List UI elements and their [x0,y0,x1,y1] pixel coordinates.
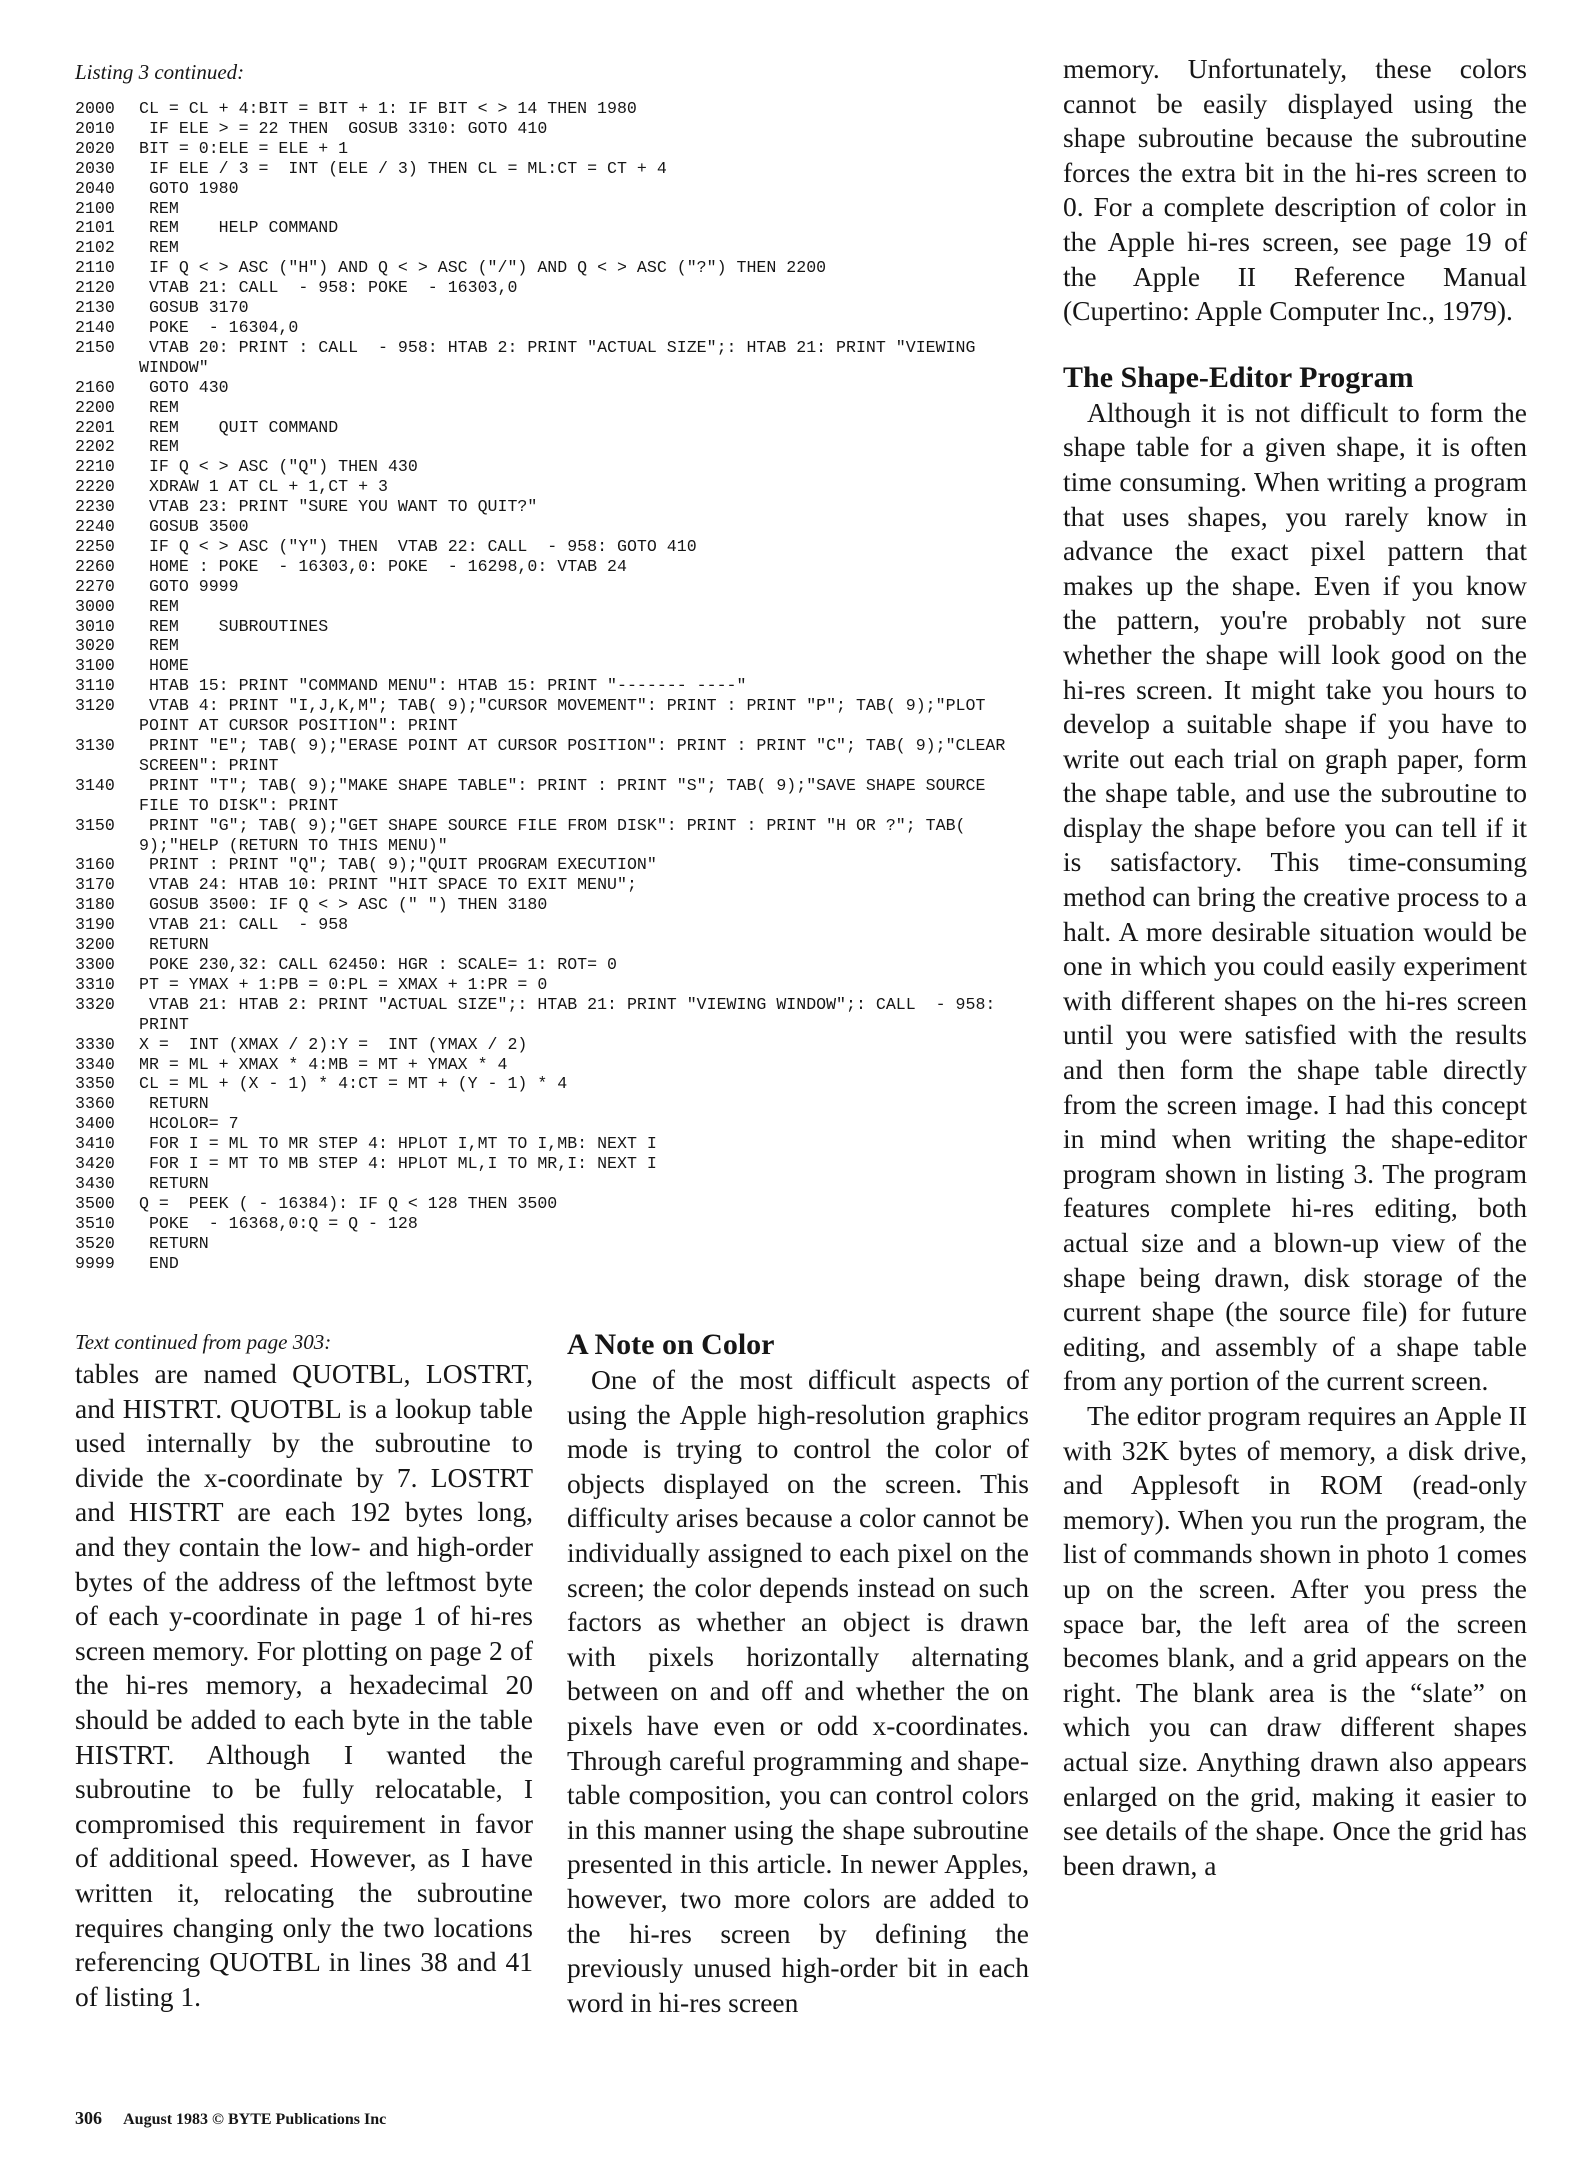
line-number: 2201 [75,417,115,437]
code-line [75,298,1035,318]
line-code: VTAB 24: HTAB 10: PRINT "HIT SPACE TO EXIT MENU"; [139,875,637,895]
line-code: RETURN [139,1173,209,1193]
line-number: 3140 [75,775,115,795]
line-number: 3160 [75,855,115,875]
code-line [75,477,1035,497]
line-code: CL = ML + (X - 1) * 4:CT = MT + (Y - 1) * 4 [139,1074,568,1094]
code-line [75,99,1035,119]
line-code: PRINT "T"; TAB( 9);"MAKE SHAPE TABLE": PRINT : PRINT "S"; TAB( 9);"SAVE SHAPE SOURCE FILE TO DISK": PRINT [139,775,996,815]
line-code: REM [139,636,179,656]
code-line [75,696,1035,736]
line-number: 3340 [75,1054,115,1074]
code-line [75,378,1035,398]
code-line [75,915,1035,935]
code-line [75,1194,1035,1214]
line-code: PT = YMAX + 1:PB = 0:PL = XMAX + 1:PR = 0 [139,974,548,994]
line-code: X = INT (XMAX / 2):Y = INT (YMAX / 2) [139,1034,528,1054]
line-code: VTAB 20: PRINT : CALL - 958: HTAB 2: PRINT "ACTUAL SIZE";: HTAB 21: PRINT "VIEWING WINDOW" [139,337,986,377]
line-code: RETURN [139,1233,209,1253]
code-line [75,895,1035,915]
line-code: GOTO 9999 [139,576,239,596]
code-line [75,398,1035,418]
shape-editor-heading: The Shape-Editor Program [1063,360,1414,394]
code-line [75,1094,1035,1114]
line-number: 2101 [75,218,115,238]
code-line [75,975,1035,995]
line-code: FOR I = ML TO MR STEP 4: HPLOT I,MT TO I,MB: NEXT I [139,1134,657,1154]
line-number: 3360 [75,1094,115,1114]
line-number: 2250 [75,536,115,556]
line-number: 2230 [75,497,115,517]
line-number: 2020 [75,138,115,158]
code-line [75,636,1035,656]
line-code: REM [139,437,179,457]
code-line [75,119,1035,139]
line-number: 3110 [75,676,115,696]
line-code: HOME : POKE - 16303,0: POKE - 16298,0: VTAB 24 [139,556,627,576]
code-line [75,617,1035,637]
listing-title: Listing 3 continued: [75,60,245,84]
code-line [75,159,1035,179]
code-line [75,995,1035,1035]
code-line [75,1134,1035,1154]
line-number: 3180 [75,895,115,915]
line-number: 3130 [75,736,115,755]
line-code: PRINT "G"; TAB( 9);"GET SHAPE SOURCE FILE FROM DISK": PRINT : PRINT "H OR ?"; TAB( 9);"HELP (RETURN TO THIS MENU)" [139,815,976,855]
line-number: 2100 [75,198,115,218]
code-line [75,1254,1035,1274]
line-number: 3120 [75,696,115,716]
code-line [75,318,1035,338]
line-number: 2130 [75,298,115,318]
line-code: REM [139,198,179,218]
line-number: 3400 [75,1114,115,1134]
line-number: 3170 [75,875,115,895]
code-listing [75,99,1035,1273]
line-number: 3190 [75,915,115,935]
line-code: REM [139,238,179,258]
code-line [75,577,1035,597]
line-number: 2160 [75,377,115,397]
line-code: GOSUB 3170 [139,298,249,318]
line-code: HTAB 15: PRINT "COMMAND MENU": HTAB 15: PRINT "------- ----" [139,676,747,696]
line-code: GOTO 430 [139,377,229,397]
line-code: GOTO 1980 [139,178,239,198]
code-line [75,656,1035,676]
line-code: VTAB 4: PRINT "I,J,K,M"; TAB( 9);"CURSOR MOVEMENT": PRINT : PRINT "P"; TAB( 9);"PLOT POINT AT CURSOR POSITION": PRINT [139,696,996,736]
code-line [75,875,1035,895]
code-line [75,517,1035,537]
line-number: 3430 [75,1173,115,1193]
line-code: GOSUB 3500: IF Q < > ASC (" ") THEN 3180 [139,895,548,915]
right-paragraph-1: memory. Unfortunately, these colors cannot be easily displayed using the shape subroutine because the subroutine forces the extra bit in the hi-res screen to 0. For a complete description of color in the Apple hi-res screen, see page 19 of the Apple II Reference Manual (Cupertino: Apple Computer Inc., 1979). [1063,53,1527,327]
code-line [75,258,1035,278]
code-line [75,955,1035,975]
code-line [75,497,1035,517]
line-number: 3420 [75,1154,115,1174]
line-number: 2030 [75,158,115,178]
line-code: VTAB 23: PRINT "SURE YOU WANT TO QUIT?" [139,497,538,517]
code-line [75,776,1035,816]
line-code: RETURN [139,935,209,955]
line-number: 2150 [75,337,115,357]
code-line [75,935,1035,955]
line-code: IF Q < > ASC ("Q") THEN 430 [139,457,418,477]
line-number: 3010 [75,616,115,636]
line-code: FOR I = MT TO MB STEP 4: HPLOT ML,I TO MR,I: NEXT I [139,1154,657,1174]
line-code: XDRAW 1 AT CL + 1,CT + 3 [139,477,388,497]
line-number: 2110 [75,258,115,278]
line-code: PRINT "E"; TAB( 9);"ERASE POINT AT CURSOR POSITION": PRINT : PRINT "C"; TAB( 9);"CLEAR SCREEN": PRINT [139,736,1016,775]
line-number: 3200 [75,935,115,955]
code-line [75,179,1035,199]
line-code: POKE - 16304,0 [139,317,299,337]
line-number: 2010 [75,118,115,138]
code-line [75,1154,1035,1174]
line-number: 2270 [75,576,115,596]
line-code: HOME [139,656,189,676]
line-number: 3510 [75,1213,115,1233]
middle-paragraph: One of the most difficult aspects of using the Apple high-resolution graphics mode is trying to control the color of objects displayed on the screen. This difficulty arises because a color cannot be individually assigned to each pixel on the screen; the color depends instead on such factors as whether an object is drawn with pixels horizontally alternating between on and off and whether the on pixels have even or odd x-coordinates. Through careful programming and shape-table composition, you can control colors in this manner using the shape subroutine presented in this article. In newer Apples, however, two more colors are added to the hi-res screen by defining the previously unused high-order bit in each word in hi-res screen [567,1364,1029,2018]
line-number: 3520 [75,1233,115,1253]
line-number: 2202 [75,437,115,457]
line-number: 2120 [75,278,115,298]
line-code: END [139,1253,179,1273]
line-number: 2220 [75,477,115,497]
line-code: CL = CL + 4:BIT = BIT + 1: IF BIT < > 14 THEN 1980 [139,99,637,118]
code-line [75,1055,1035,1075]
line-code: Q = PEEK ( - 16384): IF Q < 128 THEN 3500 [139,1193,558,1213]
code-line [75,1035,1035,1055]
line-code: IF ELE > = 22 THEN GOSUB 3310: GOTO 410 [139,118,548,138]
line-number: 2102 [75,238,115,258]
page-number: 306 [75,2108,102,2128]
line-code: REM [139,397,179,417]
code-line [75,1214,1035,1234]
line-number: 3330 [75,1034,115,1054]
line-code: RETURN [139,1094,209,1114]
right-paragraph-3: The editor program requires an Apple II with 32K bytes of memory, a disk drive, and Applesoft in ROM (read-only memory). When you run the program, the list of commands shown in photo 1 comes up on the screen. After you press the space bar, the left area of the screen becomes blank, and a grid appears on the right. The blank area is the “slate” on which you can draw different shapes actual size. Anything drawn also appears enlarged on the grid, making it easier to see details of the shape. Once the grid has been drawn, a [1063,1399,1527,1881]
line-number: 3000 [75,596,115,616]
line-code: REM [139,596,179,616]
line-number: 3320 [75,994,115,1014]
code-line [75,816,1035,856]
code-line [75,537,1035,557]
code-line [75,1234,1035,1254]
code-line [75,238,1035,258]
continued-label: Text continued from page 303: [75,1330,332,1354]
page-footer [75,2108,386,2129]
line-code: REM QUIT COMMAND [139,417,339,437]
line-number: 2210 [75,457,115,477]
right-column [1063,52,1527,1883]
code-line [75,557,1035,577]
line-code: VTAB 21: CALL - 958: POKE - 16303,0 [139,278,518,298]
code-line [75,855,1035,875]
line-code: MR = ML + XMAX * 4:MB = MT + YMAX * 4 [139,1054,508,1074]
code-line [75,1114,1035,1134]
code-line [75,457,1035,477]
code-line [75,1174,1035,1194]
code-line [75,597,1035,617]
code-line [75,736,1035,776]
line-number: 3300 [75,954,115,974]
line-code: VTAB 21: HTAB 2: PRINT "ACTUAL SIZE";: HTAB 21: PRINT "VIEWING WINDOW";: CALL - 958: PRINT [139,994,1006,1034]
code-line [75,418,1035,438]
right-paragraph-2: Although it is not difficult to form the shape table for a given shape, it is often time consuming. When writing a program that uses shapes, you rarely know in advance the exact pixel pattern that makes up the shape. Even if you know the pattern, you're probably not sure whether the shape will look good on the hi-res screen. It might take you hours to develop a suitable shape if you have to write out each trial on graph paper, form the shape table, and use the subroutine to display the shape before you can tell if it is satisfactory. This time-consuming method can bring the creative process to a halt. A more desirable situation would be one in which you could easily experiment with different shapes on the hi-res screen until you were satisfied with the results and then form the shape table directly from the screen image. I had this concept in mind when writing the shape-editor program shown in listing 3. The program features complete hi-res editing, both actual size and a blown-up view of the shape being drawn, disk storage of the current shape (the source file) for future editing, and assembly of a shape table from any portion of the current screen. [1063,396,1527,1397]
line-code: IF Q < > ASC ("H") AND Q < > ASC ("/") AND Q < > ASC ("?") THEN 2200 [139,258,827,278]
publication-line: August 1983 © BYTE Publications Inc [123,2111,387,2128]
code-line [75,199,1035,219]
line-number: 3020 [75,636,115,656]
line-number: 2200 [75,397,115,417]
code-line [75,218,1035,238]
line-code: VTAB 21: CALL - 958 [139,915,349,935]
line-code: POKE - 16368,0:Q = Q - 128 [139,1213,418,1233]
line-number: 2240 [75,517,115,537]
line-number: 3350 [75,1074,115,1094]
code-line [75,278,1035,298]
line-number: 2260 [75,556,115,576]
line-code: POKE 230,32: CALL 62450: HGR : SCALE= 1: ROT= 0 [139,954,617,974]
left-column [75,1328,533,2014]
middle-column [567,1328,1029,2020]
line-number: 3100 [75,656,115,676]
line-number: 3310 [75,974,115,994]
code-line [75,139,1035,159]
line-number: 2140 [75,317,115,337]
line-code: IF ELE / 3 = INT (ELE / 3) THEN CL = ML:CT = CT + 4 [139,158,667,178]
line-code: GOSUB 3500 [139,517,249,537]
line-number: 2000 [75,99,115,118]
line-number: 9999 [75,1253,115,1273]
line-number: 3500 [75,1193,115,1213]
line-number: 2040 [75,178,115,198]
line-number: 3150 [75,815,115,835]
line-code: HCOLOR= 7 [139,1114,239,1134]
line-code: BIT = 0:ELE = ELE + 1 [139,138,349,158]
line-code: REM HELP COMMAND [139,218,339,238]
line-code: REM SUBROUTINES [139,616,329,636]
code-line [75,437,1035,457]
code-line [75,1074,1035,1094]
line-code: IF Q < > ASC ("Y") THEN VTAB 22: CALL - 958: GOTO 410 [139,536,697,556]
code-line [75,676,1035,696]
code-line [75,338,1035,378]
left-paragraph: tables are named QUOTBL, LOSTRT, and HISTRT. QUOTBL is a lookup table used internally by the subroutine to divide the x-coordinate by 7. LOSTRT and HISTRT are each 192 bytes long, and they contain the low- and high-order bytes of the address of the leftmost byte of each y-coordinate in page 1 of hi-res screen memory. For plotting on page 2 of the hi-res memory, a hexadecimal 20 should be added to each byte in the table HISTRT. Although I wanted the subroutine to be fully relocatable, I compromised this requirement in favor of additional speed. However, as I have written it, relocating the subroutine requires changing only the two locations referencing QUOTBL in lines 38 and 41 of listing 1. [75,1358,533,2012]
line-code: PRINT : PRINT "Q"; TAB( 9);"QUIT PROGRAM EXECUTION" [139,855,657,875]
color-heading: A Note on Color [567,1328,775,1361]
line-number: 3410 [75,1134,115,1154]
